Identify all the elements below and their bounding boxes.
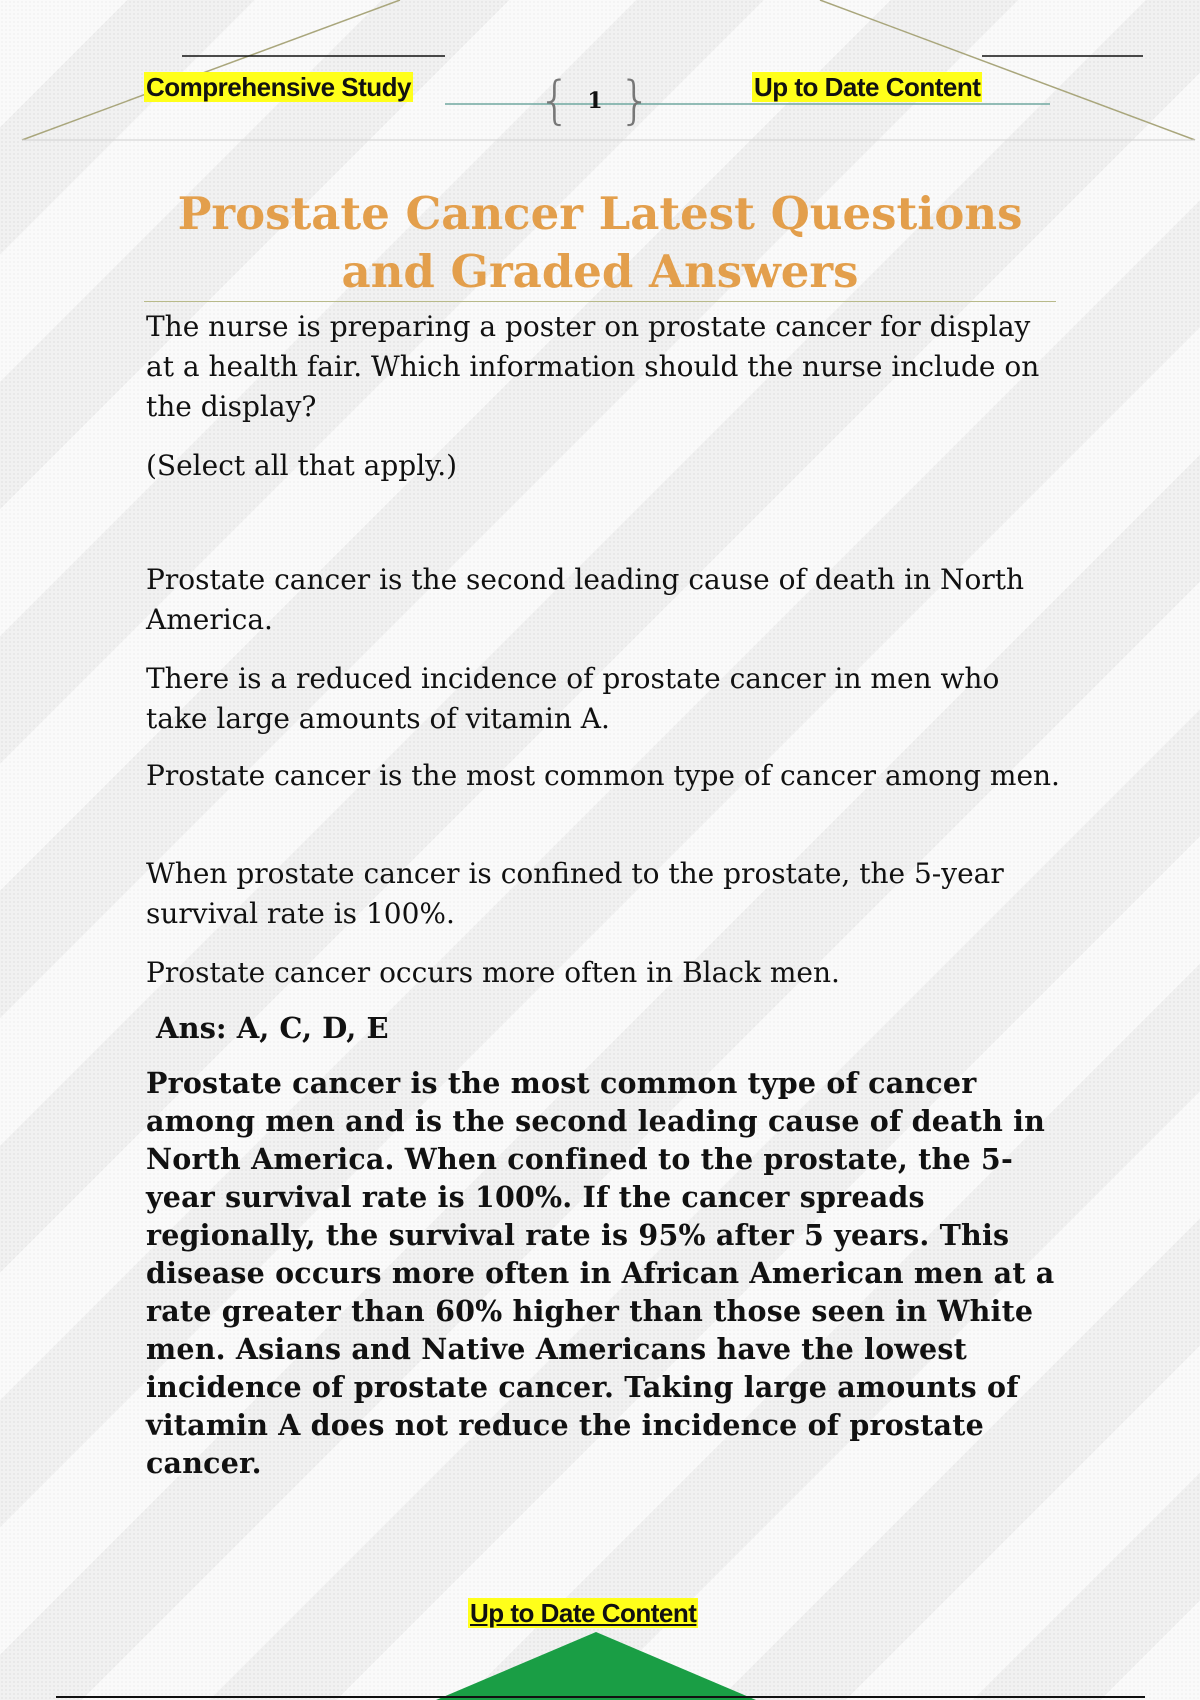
bracket-left-icon: { [538, 71, 572, 131]
page-number-box [538, 70, 652, 132]
option-d: When prostate cancer is confined to the prostate, the 5-year survival rate is 100%. [146, 857, 1004, 930]
header-left-label: Comprehensive Study [146, 72, 412, 102]
roof-line-left [22, 0, 400, 140]
header-right-label: Up to Date Content [754, 72, 981, 102]
page-number: 1 [587, 88, 603, 114]
bracket-right-icon: } [618, 71, 652, 131]
option-c: Prostate cancer is the most common type of cancer among men. [146, 759, 1060, 792]
footer-triangle [436, 1632, 756, 1700]
option-e: Prostate cancer occurs more often in Black men. [146, 956, 840, 989]
title-divider [144, 301, 1056, 302]
question-instruction: (Select all that apply.) [146, 449, 458, 482]
roof-line-right [820, 0, 1195, 140]
answer-rationale: Prostate cancer is the most common type of cancer among men and is the second leading cause of death in North America. When confined to the prostate, the 5-year survival rate is 100%. If the cancer spreads regionally, the survival rate is 95% after 5 years. This disease occurs more often in African American men at a rate greater than 60% higher than those seen in White men. Asians and Native Americans have the lowest incidence of prostate cancer. Taking large amounts of vitamin A does not reduce the incidence of prostate cancer. [146, 1066, 1055, 1480]
page-title: Prostate Cancer Latest Questions and Graded Answers [177, 187, 1023, 298]
answer-key: Ans: A, C, D, E [156, 1011, 389, 1045]
question-stem: The nurse is preparing a poster on prostate cancer for display at a health fair. Which information should the nurse include on the display? [146, 310, 1040, 423]
option-b: There is a reduced incidence of prostate cancer in men who take large amounts of vitamin A. [146, 662, 1000, 735]
option-a: Prostate cancer is the second leading cause of death in North America. [146, 563, 1024, 636]
footer-label: Up to Date Content [470, 1598, 697, 1628]
